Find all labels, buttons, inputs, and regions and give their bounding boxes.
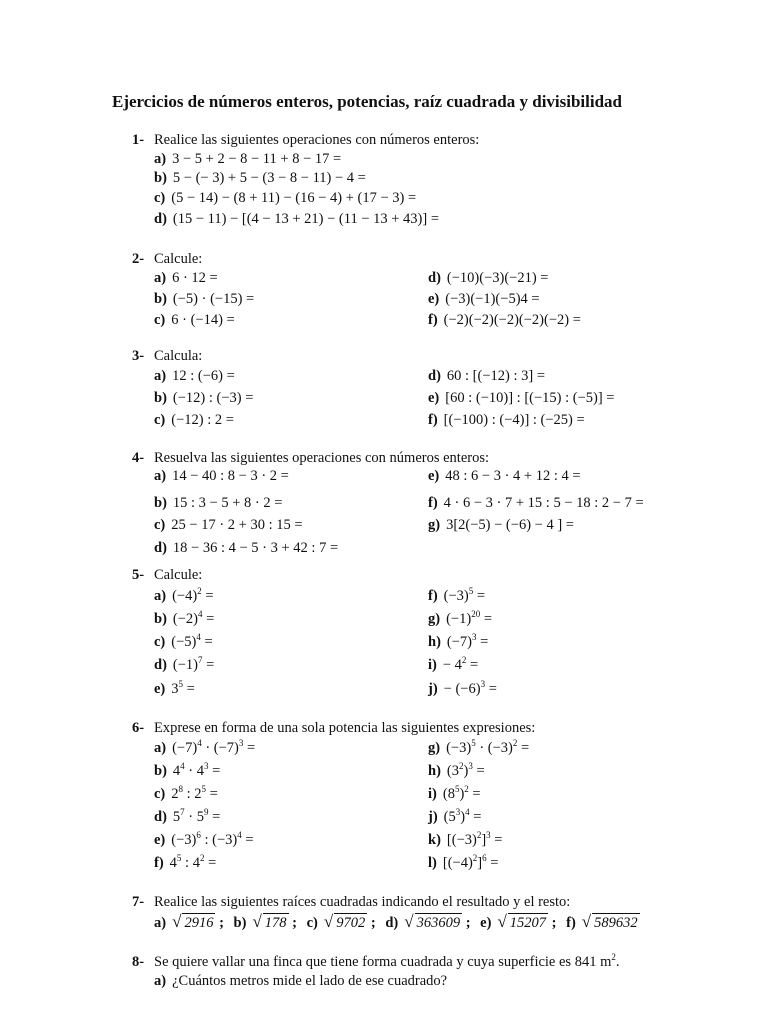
list-item: a) 6 · 12 = xyxy=(154,270,218,286)
list-item: h) $(-7)^3$ = xyxy=(428,632,489,650)
list-item: d) (−10)(−3)(−21) = xyxy=(428,270,549,286)
list-item: d) 60 : [(−12) : 3] = xyxy=(428,368,546,384)
list-item: d) $(-1)^7$ = xyxy=(154,655,215,673)
exercise-1 xyxy=(132,131,652,150)
list-item: a) 3 − 5 + 2 − 8 − 11 + 8 − 17 = xyxy=(154,151,342,167)
sqrt-icon: √ xyxy=(581,912,592,931)
exercise-3: 3- Calcula: xyxy=(132,348,203,364)
exercise-4: 4- Resuelva las siguientes operaciones con números enteros: xyxy=(132,450,490,466)
exercise-statement: Realice las siguientes operaciones con números enteros: xyxy=(154,132,480,148)
list-item: e) $(-3)^6$ : $(-3)^4$ = xyxy=(154,830,254,848)
list-item: c) 25 − 17 · 2 + 30 : 15 = xyxy=(154,517,303,533)
exercise-number: 1- xyxy=(132,132,145,148)
exercise-6: 6- Exprese en forma de una sola potencia las siguientes expresiones: xyxy=(132,720,536,736)
list-item: b) (−5) · (−15) = xyxy=(154,291,255,307)
sqrt-icon: √ xyxy=(172,912,182,931)
list-item: j) $(5^3)^4$ = xyxy=(428,807,482,825)
list-item: c) (−12) : 2 = xyxy=(154,412,234,428)
list-item: f) [(−100) : (−4)] : (−25) = xyxy=(428,412,585,428)
sqrt-icon: √ xyxy=(497,912,507,931)
exercise-5: 5- Calcule: xyxy=(132,567,203,583)
list-item: k) $[(-3)^2]^3$ = xyxy=(428,830,503,848)
page-title: Ejercicios de números enteros, potencias, raíz cuadrada y divisibilidad xyxy=(112,92,623,111)
exercise-8: 8- Se quiere vallar una finca que tiene forma cuadrada y cuya superficie es 841 $m^2$. xyxy=(132,952,620,970)
exercise-2: 2- Calcule: xyxy=(132,251,203,267)
list-item: b) 5 − (− 3) + 5 − (3 − 8 − 11) − 4 = xyxy=(154,170,366,186)
list-item: f) $(-3)^5$ = xyxy=(428,586,486,604)
list-item: a) $(-4)^2$ = xyxy=(154,586,214,604)
list-item: e) $3^5$ = xyxy=(154,679,195,697)
list-item: g) 3[2(−5) − (−6) − 4 ] = xyxy=(428,517,574,533)
list-item: a) ¿Cuántos metros mide el lado de ese cuadrado? xyxy=(154,973,448,989)
list-item: c) (5 − 14) − (8 + 11) − (16 − 4) + (17 − 3) = xyxy=(154,190,417,206)
list-item: b) (−12) : (−3) = xyxy=(154,390,254,406)
list-item: d) 18 − 36 : 4 − 5 · 3 + 42 : 7 = xyxy=(154,540,339,556)
list-item: c) $(-5)^4$ = xyxy=(154,632,213,650)
list-item: f) (−2)(−2)(−2)(−2)(−2) = xyxy=(428,312,581,328)
list-item: $j) - (-6)^3$ = xyxy=(428,679,497,697)
list-item: l) $[(-4)^2]^6$ = xyxy=(428,853,499,871)
list-item: e) (−3)(−1)(−5)4 = xyxy=(428,291,540,307)
list-item: b) $4^4 \cdot 4^3$ = xyxy=(154,761,221,779)
list-item: d) (15 − 11) − [(4 − 13 + 21) − (11 − 13 + 43)] = xyxy=(154,211,440,227)
list-item: f) $4^5$ : $4^2$ = xyxy=(154,853,217,871)
exercise-7: 7- Realice las siguientes raíces cuadradas indicando el resultado y el resto: xyxy=(132,894,571,910)
list-item: a) 14 − 40 : 8 − 3 · 2 = xyxy=(154,468,289,484)
sqrt-icon: √ xyxy=(323,912,334,931)
list-item: b) 15 : 3 − 5 + 8 · 2 = xyxy=(154,495,283,511)
list-item: a) $(-7)^4 \cdot (-7)^3$ = xyxy=(154,738,256,756)
list-item: e) 48 : 6 − 3 · 4 + 12 : 4 = xyxy=(428,468,581,484)
sqrt-icon: √ xyxy=(252,912,262,931)
list-item: c) 6 · (−14) = xyxy=(154,312,235,328)
list-item: c) $2^8$ : $2^5$ = xyxy=(154,784,218,802)
square-roots-row: a) √ 2916 ; b) √ 178 ; c) √ 9702 ; d) √ 363609 ; e) √ 15207 ; f) √ 589632 xyxy=(154,912,638,931)
list-item: f) 4 · 6 − 3 · 7 + 15 : 5 − 18 : 2 − 7 = xyxy=(428,495,644,511)
list-item: e) [60 : (−10)] : [(−15) : (−5)] = xyxy=(428,390,615,406)
list-item: $i) - 4^2$ = xyxy=(428,655,479,673)
sqrt-icon: √ xyxy=(404,912,414,931)
list-item: h) $(3^2)^3$ = xyxy=(428,761,485,779)
list-item: b) $(-2)^4$ = xyxy=(154,609,215,627)
list-item: a) 12 : (−6) = xyxy=(154,368,235,384)
list-item: g) $(-3)^5 \cdot (-3)^2$ = xyxy=(428,738,530,756)
list-item: g) $(-1)^{20}$ = xyxy=(428,609,492,627)
list-item: i) $(8^5)^2$ = xyxy=(428,784,481,802)
list-item: d) $5^7 \cdot 5^9$ = xyxy=(154,807,221,825)
